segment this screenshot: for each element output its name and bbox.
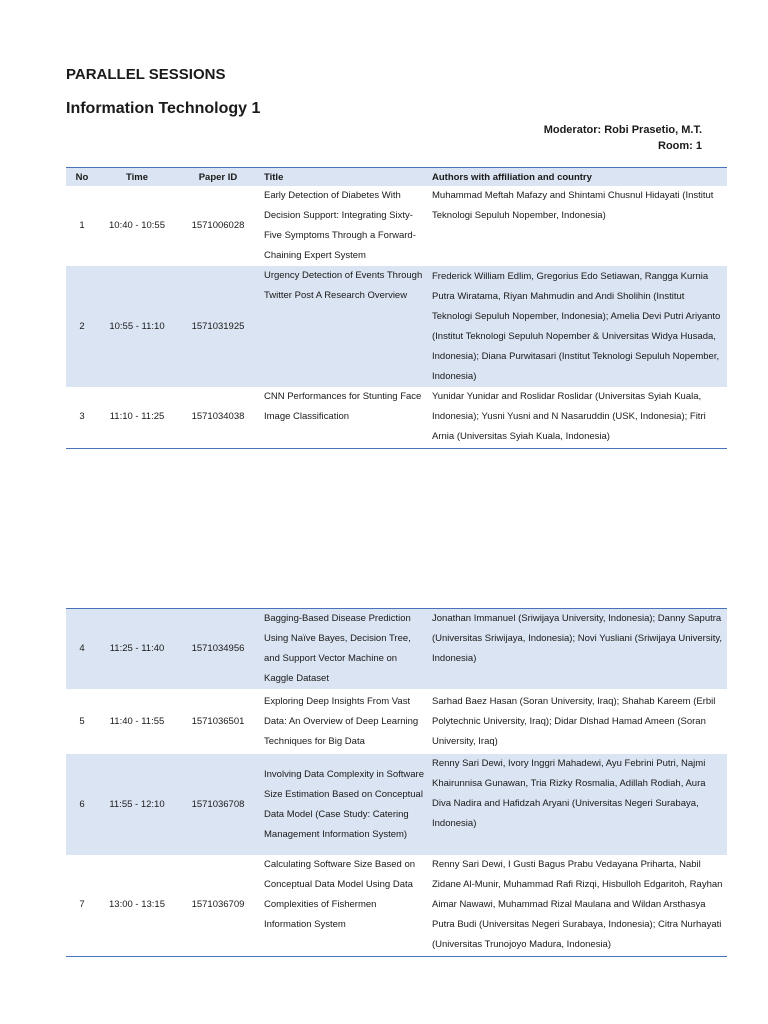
table-row [66,855,727,956]
room-label: Room: 1 [658,140,702,152]
cell-no: 2 [66,266,98,387]
cell-time: 11:40 - 11:55 [98,689,176,754]
cell-no: 1 [66,186,98,266]
cell-authors: Yunidar Yunidar and Roslidar Roslidar (Universitas Syiah Kuala, Indonesia); Yusni Yusni and N Nasaruddin (USK, Indonesia); Fitri Arnia (Universitas Syiah Kuala, Indonesia) [428,387,727,448]
page-heading: PARALLEL SESSIONS [66,66,226,83]
cell-no: 3 [66,387,98,448]
cell-authors: Muhammad Meftah Mafazy and Shintami Chusnul Hidayati (Institut Teknologi Sepuluh Nopember, Indonesia) [428,186,727,266]
cell-no: 5 [66,689,98,754]
cell-time: 11:10 - 11:25 [98,387,176,448]
table-row [66,186,727,266]
moderator-label: Moderator: Robi Prasetio, M.T. [543,124,702,136]
col-header-authors: Authors with affiliation and country [428,168,727,187]
table-row [66,689,727,754]
cell-time: 13:00 - 13:15 [98,855,176,956]
cell-paper-id: 1571036708 [176,754,260,855]
cell-title: Calculating Software Size Based on Conceptual Data Model Using Data Complexities of Fishermen Information System [260,855,428,956]
col-header-paper-id: Paper ID [176,168,260,187]
cell-paper-id: 1571031925 [176,266,260,387]
cell-authors: Renny Sari Dewi, Ivory Inggri Mahadewi, Ayu Febrini Putri, Najmi Khairunnisa Gunawan, Tria Rizky Rosmalia, Adillah Rodiah, Aura Diva Nadira and Hafidzah Aryani (Universitas Negeri Surabaya, Indonesia) [428,754,727,855]
cell-title: CNN Performances for Stunting Face Image Classification [260,387,428,448]
cell-paper-id: 1571006028 [176,186,260,266]
cell-time: 10:40 - 10:55 [98,186,176,266]
cell-no: 7 [66,855,98,956]
table-row [66,387,727,448]
cell-time: 10:55 - 11:10 [98,266,176,387]
cell-time: 11:25 - 11:40 [98,609,176,690]
table-row [66,609,727,690]
col-header-title: Title [260,168,428,187]
cell-title: Early Detection of Diabetes With Decision Support: Integrating Sixty-Five Symptoms Through a Forward-Chaining Expert System [260,186,428,266]
col-header-no: No [66,168,98,187]
table-row [66,266,727,387]
cell-authors: Sarhad Baez Hasan (Soran University, Iraq); Shahab Kareem (Erbil Polytechnic University, Iraq); Didar Dlshad Hamad Ameen (Soran University, Iraq) [428,689,727,754]
cell-paper-id: 1571034956 [176,609,260,690]
cell-time: 11:55 - 12:10 [98,754,176,855]
cell-paper-id: 1571036709 [176,855,260,956]
table-header-row [66,168,727,187]
session-title: Information Technology 1 [66,100,261,117]
session-meta [544,122,702,154]
cell-authors: Frederick William Edlim, Gregorius Edo Setiawan, Rangga Kurnia Putra Wiratama, Riyan Mahmudin and Andi Sholihin (Institut Teknologi Sepuluh Nopember, Indonesia); Amelia Devi Putri Ariyanto (Institut Teknologi Sepuluh Nopember & Universitas Widya Husada, Indonesia); Diana Purwitasari (Institut Teknologi Sepuluh Nopember, Indonesia) [428,266,727,387]
schedule-table-part-1 [66,167,727,449]
cell-paper-id: 1571034038 [176,387,260,448]
col-header-time: Time [98,168,176,187]
cell-authors: Jonathan Immanuel (Sriwijaya University, Indonesia); Danny Saputra (Universitas Sriwijaya, Indonesia); Novi Yusliani (Sriwijaya University, Indonesia) [428,609,727,690]
cell-title: Bagging-Based Disease Prediction Using Naïve Bayes, Decision Tree, and Support Vector Machine on Kaggle Dataset [260,609,428,690]
cell-no: 4 [66,609,98,690]
cell-authors: Renny Sari Dewi, I Gusti Bagus Prabu Vedayana Priharta, Nabil Zidane Al-Munir, Muhammad Rafi Rizqi, Hisbulloh Edgaritoh, Rayhan Aimar Nawawi, Muhammad Rizal Maulana and Wildan Arsthasya Putra Budi (Universitas Negeri Surabaya, Indonesia); Citra Nurhayati (Universitas Trunojoyo Madura, Indonesia) [428,855,727,956]
cell-title: Urgency Detection of Events Through Twitter Post A Research Overview [260,266,428,387]
cell-title: Involving Data Complexity in Software Size Estimation Based on Conceptual Data Model (Case Study: Catering Management Information System) [260,754,428,855]
cell-no: 6 [66,754,98,855]
schedule-table-part-2 [66,608,727,957]
cell-paper-id: 1571036501 [176,689,260,754]
cell-title: Exploring Deep Insights From Vast Data: An Overview of Deep Learning Techniques for Big Data [260,689,428,754]
table-row [66,754,727,855]
